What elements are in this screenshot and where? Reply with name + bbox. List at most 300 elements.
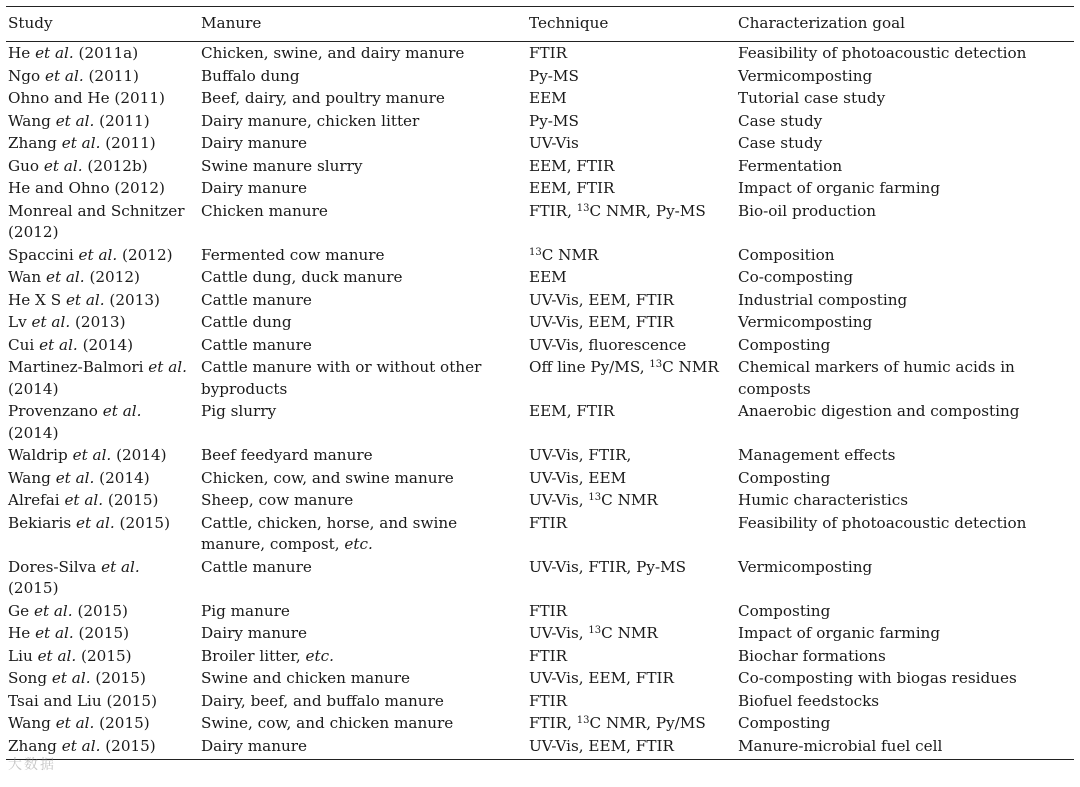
study-text: He xyxy=(8,44,36,62)
technique-text: EEM, FTIR xyxy=(529,179,615,197)
cell-manure xyxy=(201,290,529,312)
table-row xyxy=(6,556,1074,600)
study-year: (2015) xyxy=(90,669,146,687)
study-year: (2012b) xyxy=(82,156,148,175)
table-row xyxy=(6,645,1074,668)
study-text: Ge xyxy=(8,601,34,620)
cell-goal xyxy=(738,133,1072,155)
study-year: (2011a) xyxy=(73,44,139,62)
cell-manure xyxy=(201,646,529,668)
cell-study xyxy=(6,557,201,600)
technique-text: UV-Vis, fluorescence xyxy=(529,335,687,354)
technique-text: UV-Vis, FTIR, Py-MS xyxy=(529,557,687,576)
study-year: (2015) xyxy=(100,736,156,755)
study-text: Song xyxy=(8,669,52,687)
manure-text: Dairy manure xyxy=(201,179,308,197)
cell-study xyxy=(6,490,201,512)
manure-text: Cattle manure xyxy=(201,557,312,576)
technique-text: EEM, FTIR xyxy=(529,402,615,420)
cell-study xyxy=(6,713,201,735)
table-row xyxy=(6,735,1074,758)
cell-technique xyxy=(529,601,738,623)
goal-text: Composting xyxy=(738,335,831,354)
table-row xyxy=(6,65,1074,88)
study-year: (2015) xyxy=(76,646,132,665)
study-year: (2015) xyxy=(8,579,59,597)
cell-technique xyxy=(529,736,738,758)
cell-goal xyxy=(738,335,1072,357)
study-text: He and Ohno (2012) xyxy=(8,179,165,197)
table-row xyxy=(6,267,1074,290)
study-year: (2015) xyxy=(114,513,171,532)
cell-study xyxy=(6,133,201,155)
cell-manure xyxy=(201,178,529,200)
study-text: Wan xyxy=(8,268,46,286)
technique-isotope: 13 xyxy=(576,202,590,214)
table-row xyxy=(6,357,1074,401)
cell-technique xyxy=(529,335,738,357)
cell-technique xyxy=(529,201,738,244)
technique-text: Py-MS xyxy=(529,111,579,130)
study-year: (2015) xyxy=(103,491,159,509)
cell-technique xyxy=(529,66,738,88)
study-year: (2015) xyxy=(72,601,128,620)
cell-study xyxy=(6,290,201,312)
cell-study xyxy=(6,66,201,88)
cell-goal xyxy=(738,490,1072,512)
study-et-al: et al. xyxy=(148,358,187,376)
cell-manure xyxy=(201,691,529,713)
cell-technique xyxy=(529,490,738,512)
cell-manure xyxy=(201,201,529,244)
manure-text: Fermented cow manure xyxy=(201,245,385,264)
cell-technique xyxy=(529,513,738,556)
manure-text: Dairy manure, chicken litter xyxy=(201,111,420,130)
study-et-al: et al. xyxy=(64,491,104,509)
study-et-al: et al. xyxy=(61,736,101,755)
study-year: (2011) xyxy=(83,66,139,85)
study-text: Wang xyxy=(8,714,56,732)
manure-text: Dairy manure xyxy=(201,736,308,755)
study-et-al: et al. xyxy=(55,714,95,732)
cell-manure xyxy=(201,668,529,690)
technique-text: UV-Vis, xyxy=(529,491,589,509)
study-et-al: et al. xyxy=(51,669,91,687)
goal-text: Composition xyxy=(738,245,835,264)
study-text: Zhang xyxy=(8,134,62,152)
manure-text: Pig manure xyxy=(201,601,290,620)
table-row xyxy=(6,668,1074,691)
table-row xyxy=(6,512,1074,556)
technique-text: FTIR, xyxy=(529,714,577,732)
cell-goal xyxy=(738,668,1072,690)
table-row xyxy=(6,178,1074,201)
cell-manure xyxy=(201,133,529,155)
table-row xyxy=(6,445,1074,468)
header-technique: Technique xyxy=(529,14,609,32)
cell-study xyxy=(6,312,201,334)
cell-study xyxy=(6,357,201,400)
cell-goal xyxy=(738,445,1072,467)
technique-text-rest: C NMR xyxy=(662,358,719,376)
cell-manure xyxy=(201,88,529,110)
goal-text: Manure-microbial fuel cell xyxy=(738,736,943,755)
cell-study xyxy=(6,267,201,289)
goal-text: Vermicomposting xyxy=(738,313,873,331)
manure-text: Cattle dung, duck manure xyxy=(201,268,403,286)
study-text: Provenzano xyxy=(8,402,103,420)
cell-manure xyxy=(201,623,529,645)
technique-text: FTIR xyxy=(529,513,568,532)
study-year: (2014) xyxy=(8,379,59,398)
study-et-al: et al. xyxy=(76,513,115,532)
cell-goal xyxy=(738,601,1072,623)
technique-text-rest: C NMR xyxy=(601,624,658,642)
goal-text: Vermicomposting xyxy=(738,66,873,85)
manure-text: Swine manure slurry xyxy=(201,156,363,175)
cell-study xyxy=(6,178,201,200)
goal-text: Impact of organic farming xyxy=(738,624,941,642)
cell-technique xyxy=(529,267,738,289)
technique-text: FTIR xyxy=(529,691,568,710)
study-et-al: et al. xyxy=(43,156,83,175)
cell-technique xyxy=(529,312,738,334)
manure-text: Broiler litter, xyxy=(201,646,306,665)
study-year: (2013) xyxy=(104,290,160,309)
technique-text: EEM xyxy=(529,89,567,107)
cell-technique xyxy=(529,43,738,65)
header-goal: Characterization goal xyxy=(738,14,906,32)
technique-text: UV-Vis, FTIR, xyxy=(529,446,632,464)
study-et-al: et al. xyxy=(39,335,78,354)
study-year: (2014) xyxy=(111,446,167,464)
study-year: (2011) xyxy=(94,111,150,130)
technique-isotope: 13 xyxy=(529,246,542,258)
cell-technique xyxy=(529,713,738,735)
header-study: Study xyxy=(8,14,53,32)
study-et-al: et al. xyxy=(102,402,142,420)
table-row xyxy=(6,155,1074,178)
goal-text: Co-composting with biogas residues xyxy=(738,669,1017,687)
manure-text: Dairy manure xyxy=(201,624,308,642)
technique-isotope: 13 xyxy=(588,625,602,636)
table-row xyxy=(6,490,1074,513)
study-text: Zhang xyxy=(8,736,62,755)
cell-manure xyxy=(201,736,529,758)
goal-text: Biochar formations xyxy=(738,646,886,665)
cell-technique xyxy=(529,357,738,400)
study-year: (2014) xyxy=(77,335,134,354)
goal-text: Composting xyxy=(738,601,831,620)
study-text: Monreal and Schnitzer (2012) xyxy=(8,201,185,241)
technique-text-rest: C NMR, Py-MS xyxy=(589,201,706,220)
study-et-al: et al. xyxy=(55,468,95,487)
cell-study xyxy=(6,245,201,267)
cell-technique xyxy=(529,691,738,713)
cell-technique xyxy=(529,468,738,490)
study-text: Liu xyxy=(8,646,38,665)
table-row xyxy=(6,713,1074,736)
study-text: Ngo xyxy=(8,66,45,85)
cell-goal xyxy=(738,357,1072,400)
cell-manure xyxy=(201,66,529,88)
manure-text: Swine and chicken manure xyxy=(201,669,410,687)
study-et-al: et al. xyxy=(37,646,77,665)
cell-goal xyxy=(738,267,1072,289)
table-body xyxy=(6,42,1074,759)
table-bottom-rule xyxy=(6,759,1074,760)
technique-text: UV-Vis, EEM, FTIR xyxy=(529,313,674,331)
cell-goal xyxy=(738,111,1072,133)
cell-technique xyxy=(529,290,738,312)
cell-manure xyxy=(201,490,529,512)
table-row xyxy=(6,623,1074,646)
study-year: (2012) xyxy=(84,268,140,286)
technique-text: UV-Vis, EEM xyxy=(529,468,627,487)
technique-text-rest: C NMR, Py/MS xyxy=(589,714,706,732)
technique-text: UV-Vis, EEM, FTIR xyxy=(529,290,674,309)
cell-manure xyxy=(201,601,529,623)
cell-manure xyxy=(201,43,529,65)
manure-etc: etc. xyxy=(344,535,373,553)
manure-text: Cattle dung xyxy=(201,313,292,331)
cell-manure xyxy=(201,713,529,735)
cell-technique xyxy=(529,646,738,668)
cell-goal xyxy=(738,691,1072,713)
study-text: Ohno and He (2011) xyxy=(8,89,165,107)
manure-text: Swine, cow, and chicken manure xyxy=(201,714,454,732)
table-row xyxy=(6,88,1074,111)
cell-technique xyxy=(529,401,738,444)
cell-goal xyxy=(738,290,1072,312)
cell-study xyxy=(6,335,201,357)
table-row xyxy=(6,289,1074,312)
cell-goal xyxy=(738,557,1072,600)
cell-study xyxy=(6,601,201,623)
cell-study xyxy=(6,468,201,490)
study-text: He X S xyxy=(8,290,66,309)
cell-study xyxy=(6,623,201,645)
goal-text: Vermicomposting xyxy=(738,557,873,576)
cell-study xyxy=(6,646,201,668)
table-row xyxy=(6,600,1074,623)
goal-text: Case study xyxy=(738,111,823,130)
manure-text: Sheep, cow manure xyxy=(201,491,354,509)
study-year: (2014) xyxy=(94,468,150,487)
cell-goal xyxy=(738,43,1072,65)
technique-text: UV-Vis, EEM, FTIR xyxy=(529,669,674,687)
study-text: Dores-Silva xyxy=(8,557,102,576)
study-text: Spaccini xyxy=(8,245,79,264)
study-year: (2015) xyxy=(73,624,130,642)
cell-manure xyxy=(201,513,529,556)
cell-study xyxy=(6,445,201,467)
cell-goal xyxy=(738,736,1072,758)
cell-study xyxy=(6,43,201,65)
references-table xyxy=(6,6,1074,760)
manure-text: Cattle manure with or without other byproducts xyxy=(201,358,482,398)
goal-text: Fermentation xyxy=(738,156,843,175)
technique-text: UV-Vis, xyxy=(529,624,589,642)
cell-study xyxy=(6,668,201,690)
cell-technique xyxy=(529,623,738,645)
study-et-al: et al. xyxy=(31,313,71,331)
technique-text: Py-MS xyxy=(529,66,579,85)
study-text: Martinez-Balmori xyxy=(8,358,149,376)
technique-text: EEM, FTIR xyxy=(529,156,615,175)
table-row xyxy=(6,133,1074,156)
cell-manure xyxy=(201,557,529,600)
study-et-al: et al. xyxy=(33,601,73,620)
goal-text: Chemical markers of humic acids in composts xyxy=(738,358,1015,398)
technique-text: FTIR xyxy=(529,44,568,62)
cell-technique xyxy=(529,156,738,178)
study-et-al: et al. xyxy=(45,268,85,286)
study-text: Alrefai xyxy=(8,491,65,509)
cell-manure xyxy=(201,468,529,490)
study-et-al: et al. xyxy=(61,134,101,152)
goal-text: Impact of organic farming xyxy=(738,179,941,197)
cell-goal xyxy=(738,156,1072,178)
goal-text: Management effects xyxy=(738,446,896,464)
cell-manure xyxy=(201,245,529,267)
technique-text-rest: C NMR xyxy=(601,491,658,509)
manure-text: Beef feedyard manure xyxy=(201,446,373,464)
cell-technique xyxy=(529,88,738,110)
study-text: Guo xyxy=(8,156,44,175)
header-manure: Manure xyxy=(201,14,262,32)
technique-text: FTIR xyxy=(529,601,568,620)
cell-goal xyxy=(738,66,1072,88)
cell-study xyxy=(6,201,201,244)
study-et-al: et al. xyxy=(35,624,74,642)
cell-goal xyxy=(738,401,1072,444)
study-et-al: et al. xyxy=(72,446,112,464)
technique-isotope: 13 xyxy=(649,359,663,370)
cell-goal xyxy=(738,646,1072,668)
manure-text: Dairy, beef, and buffalo manure xyxy=(201,691,444,710)
study-year: (2012) xyxy=(117,245,173,264)
goal-text: Anaerobic digestion and composting xyxy=(738,402,1020,420)
manure-text: Cattle, chicken, horse, and swine manure, compost, xyxy=(201,513,458,553)
study-text: Wang xyxy=(8,468,56,487)
study-text: Tsai and Liu (2015) xyxy=(8,691,157,710)
cell-goal xyxy=(738,623,1072,645)
cell-study xyxy=(6,111,201,133)
study-et-al: et al. xyxy=(44,66,84,85)
technique-isotope: 13 xyxy=(576,715,590,726)
cell-technique xyxy=(529,133,738,155)
technique-text: UV-Vis xyxy=(529,134,579,152)
study-text: Wang xyxy=(8,111,56,130)
study-et-al: et al. xyxy=(65,290,105,309)
manure-text: Buffalo dung xyxy=(201,66,300,85)
manure-text: Cattle manure xyxy=(201,335,312,354)
table-row xyxy=(6,312,1074,335)
cell-manure xyxy=(201,267,529,289)
goal-text: Feasibility of photoacoustic detection xyxy=(738,44,1027,62)
study-text: Bekiaris xyxy=(8,513,77,532)
cell-goal xyxy=(738,245,1072,267)
watermark-logo: 大数据 xyxy=(8,757,56,773)
goal-text: Co-composting xyxy=(738,268,854,286)
technique-text: UV-Vis, EEM, FTIR xyxy=(529,736,674,755)
technique-text: Off line Py/MS, xyxy=(529,358,650,376)
goal-text: Industrial composting xyxy=(738,290,908,309)
goal-text: Bio-oil production xyxy=(738,201,877,220)
cell-technique xyxy=(529,245,738,267)
manure-text: Beef, dairy, and poultry manure xyxy=(201,89,445,107)
study-et-al: et al. xyxy=(101,557,140,576)
study-text: Waldrip xyxy=(8,446,73,464)
goal-text: Biofuel feedstocks xyxy=(738,691,880,710)
manure-text: Chicken manure xyxy=(201,201,328,220)
manure-text: Cattle manure xyxy=(201,290,312,309)
cell-manure xyxy=(201,156,529,178)
cell-study xyxy=(6,401,201,444)
goal-text: Tutorial case study xyxy=(738,89,886,107)
cell-manure xyxy=(201,401,529,444)
cell-goal xyxy=(738,713,1072,735)
technique-isotope: 13 xyxy=(588,492,602,503)
cell-study xyxy=(6,513,201,556)
goal-text: Composting xyxy=(738,468,831,487)
study-year: (2011) xyxy=(100,134,156,152)
manure-text: Dairy manure xyxy=(201,134,308,152)
study-et-al: et al. xyxy=(55,111,95,130)
cell-technique xyxy=(529,178,738,200)
cell-goal xyxy=(738,513,1072,556)
technique-text: FTIR xyxy=(529,646,568,665)
goal-text: Case study xyxy=(738,134,823,152)
table-row xyxy=(6,467,1074,490)
cell-goal xyxy=(738,178,1072,200)
goal-text: Humic characteristics xyxy=(738,491,909,509)
technique-text: FTIR, xyxy=(529,201,577,220)
study-text: Lv xyxy=(8,313,32,331)
study-text: He xyxy=(8,624,36,642)
manure-text: Chicken, swine, and dairy manure xyxy=(201,44,465,62)
cell-study xyxy=(6,156,201,178)
manure-text: Pig slurry xyxy=(201,402,277,420)
cell-goal xyxy=(738,201,1072,244)
study-year: (2014) xyxy=(8,423,59,442)
study-et-al: et al. xyxy=(78,245,118,264)
table-row xyxy=(6,690,1074,713)
cell-goal xyxy=(738,468,1072,490)
cell-goal xyxy=(738,312,1072,334)
table-row xyxy=(6,401,1074,445)
study-et-al: et al. xyxy=(35,44,74,62)
cell-technique xyxy=(529,445,738,467)
table-header-row xyxy=(6,7,1074,41)
table-row xyxy=(6,200,1074,244)
cell-manure xyxy=(201,312,529,334)
study-year: (2015) xyxy=(94,714,150,732)
cell-manure xyxy=(201,335,529,357)
table-row xyxy=(6,244,1074,267)
technique-text-rest: C NMR xyxy=(541,245,599,264)
study-text: Cui xyxy=(8,335,40,354)
table-row xyxy=(6,110,1074,133)
goal-text: Composting xyxy=(738,714,831,732)
manure-etc: etc. xyxy=(305,646,334,665)
goal-text: Feasibility of photoacoustic detection xyxy=(738,513,1027,532)
technique-text: EEM xyxy=(529,268,567,286)
cell-study xyxy=(6,88,201,110)
cell-manure xyxy=(201,357,529,400)
cell-technique xyxy=(529,557,738,600)
